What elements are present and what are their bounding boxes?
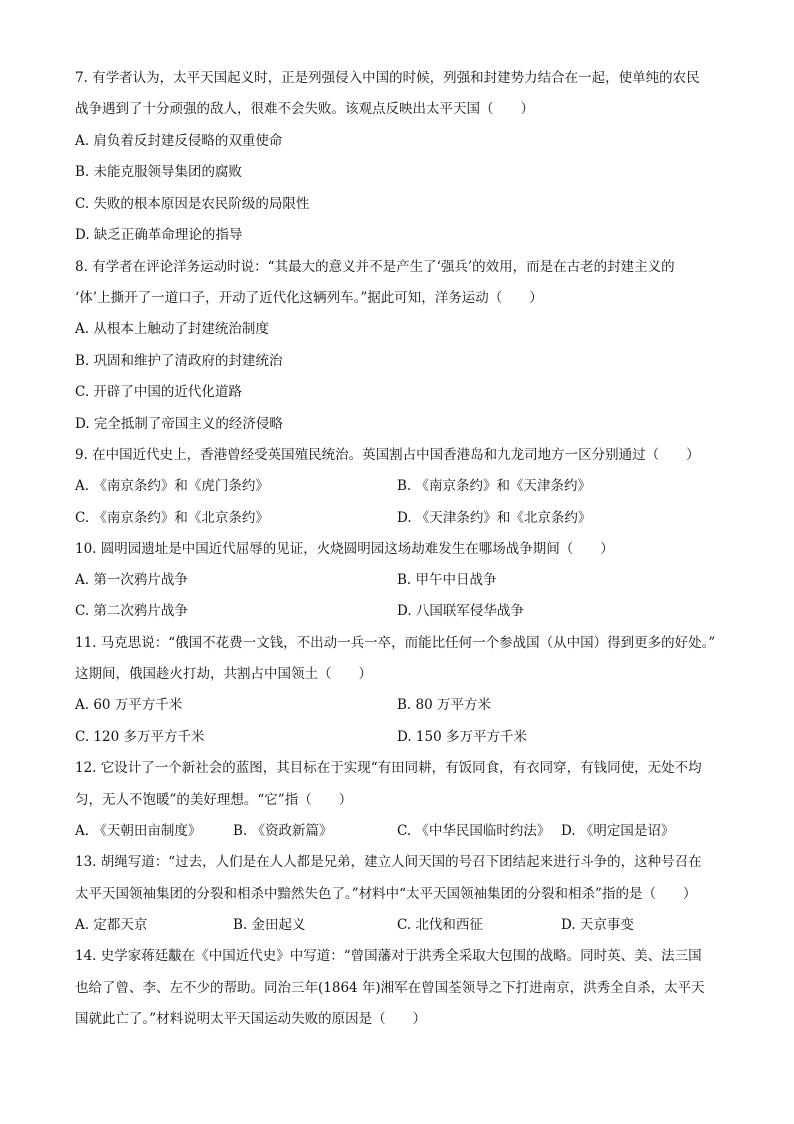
question-13-option-a: A. 定都天京 xyxy=(75,917,148,933)
question-11-options-row-2 xyxy=(75,727,725,747)
question-10-option-b: B. 甲午中日战争 xyxy=(397,572,497,588)
question-10-options-row-1 xyxy=(75,570,725,590)
question-8-option-c: C. 开辟了中国的近代化道路 xyxy=(75,384,242,400)
question-10-option-a: A. 第一次鸦片战争 xyxy=(75,572,188,588)
question-10-stem-line-1: 10. 圆明园遗址是中国近代屈辱的见证，火烧圆明园这场劫难发生在哪场战争期间（ ） xyxy=(75,541,614,557)
question-14-stem-line-1: 14. 史学家蒋廷黻在《中国近代史》中写道：“曾国藩对于洪秀全采取大包围的战略。同时英、美、法三国 xyxy=(75,948,702,964)
question-12-options-row xyxy=(75,821,725,841)
question-14-stem-line-2: 也给了曾、李、左不少的帮助。同治三年(1864 年)湘军在曾国荃领导之下打进南京，洪秀全自杀，太平天 xyxy=(75,980,705,996)
question-11-options-row-1 xyxy=(75,695,725,715)
question-13-option-c: C. 北伐和西征 xyxy=(397,917,483,933)
question-9-option-c: C. 《南京条约》和《北京条约》 xyxy=(75,510,269,526)
question-10-option-c: C. 第二次鸦片战争 xyxy=(75,603,188,619)
question-13-option-d: D. 天京事变 xyxy=(561,917,634,933)
question-8-option-b: B. 巩固和维护了清政府的封建统治 xyxy=(75,353,283,369)
question-8-option-d: D. 完全抵制了帝国主义的经济侵略 xyxy=(75,416,283,432)
question-9-option-a: A. 《南京条约》和《虎门条约》 xyxy=(75,478,269,494)
question-9-options-row-2 xyxy=(75,508,725,528)
question-12-stem-line-2: 匀，无人不饱暖”的美好理想。“它”指（ ） xyxy=(75,792,353,808)
question-11-option-b: B. 80 万平方米 xyxy=(397,697,491,713)
question-12-stem-line-1: 12. 它设计了一个新社会的蓝图，其目标在于实现“有田同耕，有饭同食，有衣同穿，有钱同使，无处不均 xyxy=(75,760,702,776)
question-9-stem-line-1: 9. 在中国近代史上，香港曾经受英国殖民统治。英国割占中国香港岛和九龙司地方一区分别通过（ ） xyxy=(75,447,700,463)
question-10-option-d: D. 八国联军侵华战争 xyxy=(397,603,524,619)
question-8-stem-line-2: ‘体’上撕开了一道口子，开动了近代化这辆列车。”据此可知，洋务运动（ ） xyxy=(75,290,543,306)
question-7-option-a: A. 肩负着反封建反侵略的双重使命 xyxy=(75,133,283,149)
question-11-option-c: C. 120 多万平方千米 xyxy=(75,729,205,745)
question-9-option-d: D. 《天津条约》和《北京条约》 xyxy=(397,510,592,526)
question-14-stem-line-3: 国就此亡了。”材料说明太平天国运动失败的原因是（ ） xyxy=(75,1011,427,1027)
question-13-stem-line-1: 13. 胡绳写道：“过去，人们是在人人都是兄弟，建立人间天国的号召下团结起来进行斗争的，这种号召在 xyxy=(75,854,702,870)
question-10-options-row-2 xyxy=(75,601,725,621)
question-8-option-a: A. 从根本上触动了封建统治制度 xyxy=(75,321,269,337)
question-7-stem-line-1: 7. 有学者认为，太平天国起义时，正是列强侵入中国的时候，列强和封建势力结合在一起，使单纯的农民 xyxy=(75,70,700,86)
question-7-option-d: D. 缺乏正确革命理论的指导 xyxy=(75,227,243,243)
question-12-option-b: B. 《资政新篇》 xyxy=(233,823,333,839)
question-7-option-c: C. 失败的根本原因是农民阶级的局限性 xyxy=(75,196,310,212)
question-11-stem-line-1: 11. 马克思说：“俄国不花费一文钱，不出动一兵一卒，而能比任何一个参战国（从中国）得到更多的好处。” xyxy=(75,635,716,651)
question-11-stem-line-2: 这期间，俄国趁火打劫，共割占中国领土（ ） xyxy=(75,666,372,682)
question-9-options-row-1 xyxy=(75,476,725,496)
question-7-stem-line-2: 战争遇到了十分顽强的敌人，很难不会失败。该观点反映出太平天国（ ） xyxy=(75,101,534,117)
question-12-option-a: A. 《天朝田亩制度》 xyxy=(75,823,202,839)
question-12-option-c: C. 《中华民国临时约法》 xyxy=(397,823,551,839)
question-7-option-b: B. 未能克服领导集团的腐败 xyxy=(75,164,243,180)
question-12-option-d: D. 《明定国是诏》 xyxy=(561,823,675,839)
question-13-stem-line-2: 太平天国领袖集团的分裂和相杀中黯然失色了。”材料中“太平天国领袖集团的分裂和相杀”指的是（ ） xyxy=(75,886,697,902)
question-13-option-b: B. 金田起义 xyxy=(233,917,306,933)
question-11-option-a: A. 60 万平方千米 xyxy=(75,697,183,713)
question-9-option-b: B. 《南京条约》和《天津条约》 xyxy=(397,478,592,494)
question-13-options-row xyxy=(75,915,725,935)
question-8-stem-line-1: 8. 有学者在评论洋务运动时说：“其最大的意义并不是产生了‘强兵’的效用，而是在古老的封建主义的 xyxy=(75,259,675,275)
question-11-option-d: D. 150 多万平方千米 xyxy=(397,729,527,745)
